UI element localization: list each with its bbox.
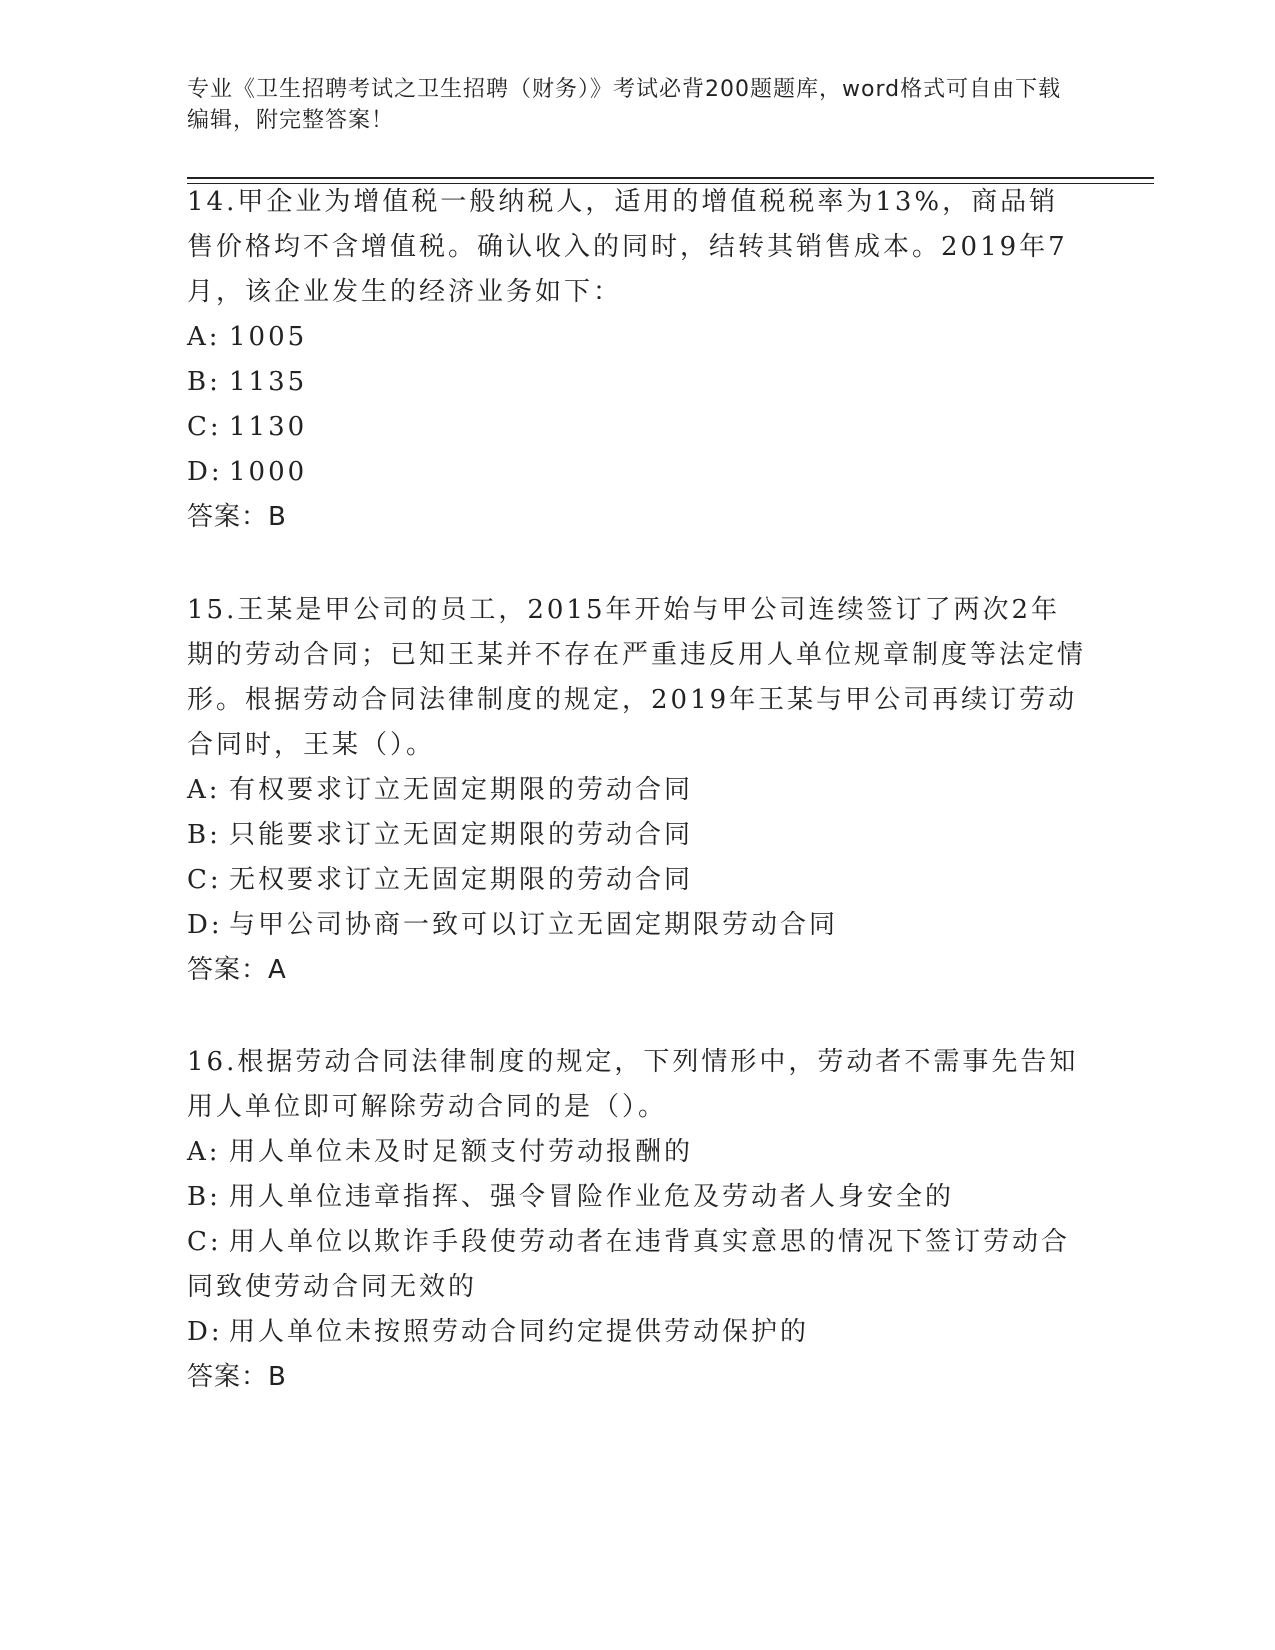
option-letter: D: [187,910,223,940]
question-stem: 14.甲企业为增值税一般纳税人，适用的增值税税率为13%，商品销售价格均不含增值税。确认收入的同时，结转其销售成本。2019年7月，该企业发生的经济业务如下： [187,187,1068,307]
option-a [187,1130,1087,1175]
answer-text: 答案：A [187,955,287,985]
header-divider-thick [187,177,1154,179]
option-letter: B: [187,367,221,397]
option-text: 无权要求订立无固定期限的劳动合同 [229,865,694,895]
option-text: 1135 [229,367,308,397]
option-d [187,1310,1087,1355]
option-letter: C: [187,1227,222,1257]
question-stem: 16.根据劳动合同法律制度的规定，下列情形中，劳动者不需事先告知用人单位即可解除劳动合同的是（）。 [187,1047,1079,1122]
option-text: 1005 [229,322,308,352]
option-text: 用人单位未按照劳动合同约定提供劳动保护的 [229,1317,810,1347]
option-text: 与甲公司协商一致可以订立无固定期限劳动合同 [229,910,839,940]
option-c [187,1220,1087,1310]
option-a [187,315,1087,360]
option-text: 用人单位违章指挥、强令冒险作业危及劳动者人身安全的 [229,1182,955,1212]
option-d [187,450,1087,495]
option-text: 1130 [229,412,308,442]
option-b [187,1175,1087,1220]
option-letter: D: [187,1317,223,1347]
question-stem: 15.王某是甲公司的员工，2015年开始与甲公司连续签订了两次2年期的劳动合同；已知王某并不存在严重违反用人单位规章制度等法定情形。根据劳动合同法律制度的规定，2019年王某与甲公司再续订劳动合同时，王某（）。 [187,595,1087,760]
option-text: 用人单位以欺诈手段使劳动者在违背真实意思的情况下签订劳动合同致使劳动合同无效的 [187,1227,1071,1302]
answer-text: 答案：B [187,502,287,532]
option-b [187,813,1087,858]
option-letter: A: [187,1137,221,1167]
option-letter: A: [187,775,221,805]
option-c [187,405,1087,450]
option-b [187,360,1087,405]
question-15 [187,588,1087,993]
option-text: 1000 [229,457,308,487]
option-a [187,768,1087,813]
question-14 [187,180,1087,540]
header-intro-text: 专业《卫生招聘考试之卫生招聘（财务）》考试必背200题题库，word格式可自由下载编辑，附完整答案！ [187,77,1062,133]
option-text: 只能要求订立无固定期限的劳动合同 [229,820,694,850]
option-text: 有权要求订立无固定期限的劳动合同 [229,775,694,805]
option-letter: C: [187,865,222,895]
option-letter: B: [187,1182,221,1212]
option-c [187,858,1087,903]
option-d [187,903,1087,948]
option-letter: C: [187,412,222,442]
question-16 [187,1040,1087,1400]
option-letter: B: [187,820,221,850]
option-text: 用人单位未及时足额支付劳动报酬的 [229,1137,694,1167]
option-letter: A: [187,322,221,352]
document-header [187,74,1067,136]
answer-text: 答案：B [187,1362,287,1392]
option-letter: D: [187,457,223,487]
